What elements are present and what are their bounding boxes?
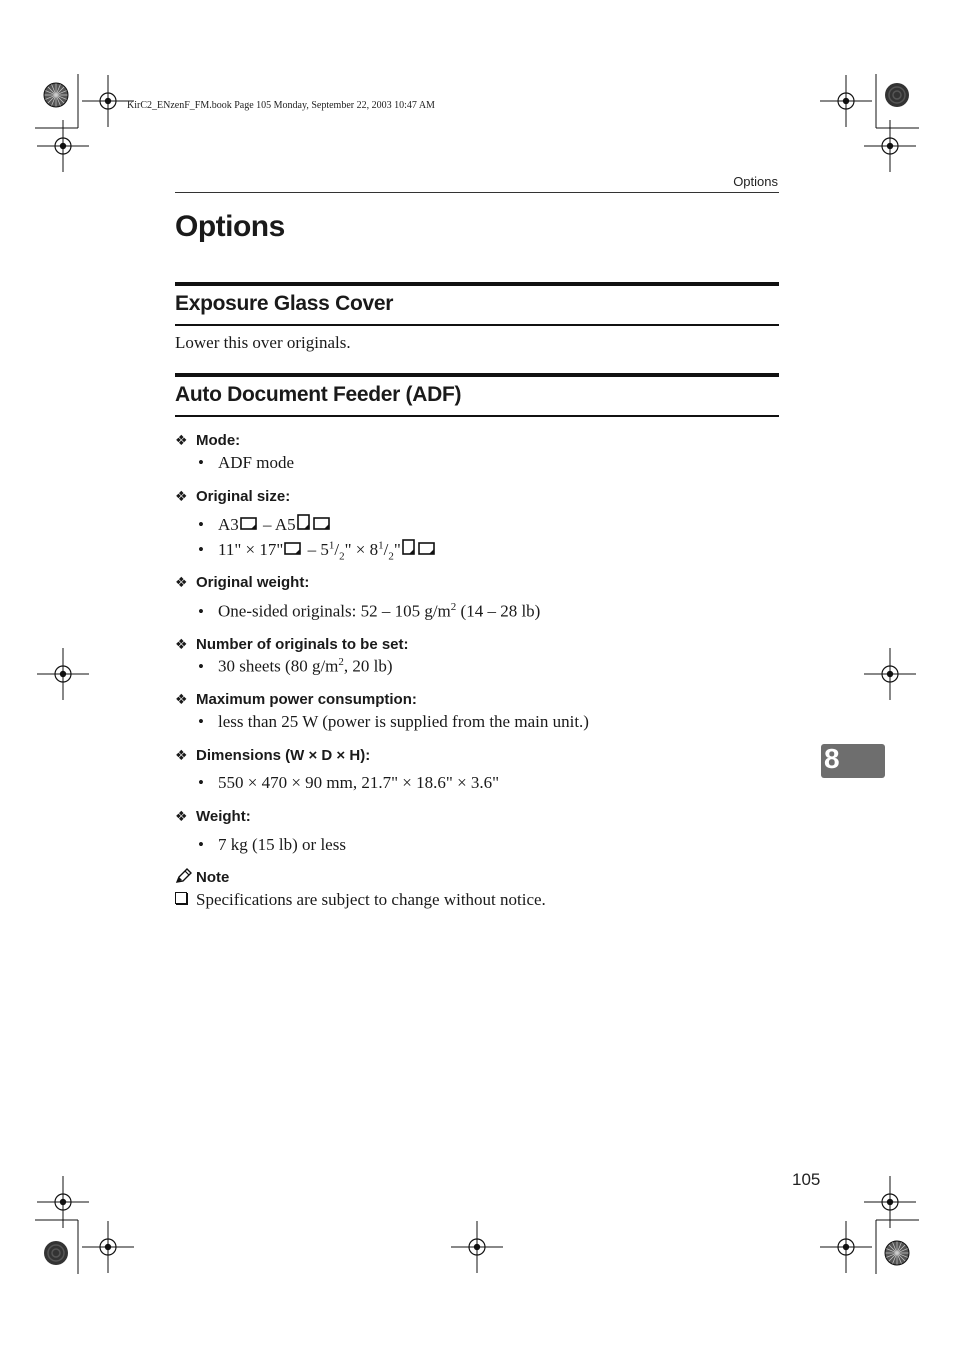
list-item: • 7 kg (15 lb) or less: [198, 835, 346, 854]
header-rule: [175, 192, 779, 193]
diamond-bullet-icon: ❖: [175, 488, 188, 504]
spec-heading-original-weight: ❖ Original weight:: [175, 574, 310, 591]
list-item: • ADF mode: [198, 453, 295, 472]
diamond-bullet-icon: ❖: [175, 691, 188, 707]
diamond-bullet-icon: ❖: [175, 574, 188, 590]
bullet-icon: •: [198, 540, 204, 559]
bullet-icon: •: [198, 601, 204, 621]
landscape-orientation-icon: [418, 542, 436, 556]
section-rule-bottom: [175, 415, 779, 417]
page-title: Options: [175, 210, 285, 243]
landscape-orientation-icon: [284, 542, 302, 556]
portrait-orientation-icon: [297, 514, 311, 531]
section-rule-top: [175, 282, 779, 286]
exposure-glass-cover-description: Lower this over originals.: [175, 333, 351, 352]
bullet-icon: •: [198, 515, 204, 534]
landscape-orientation-icon: [313, 517, 331, 531]
bullet-icon: •: [198, 773, 204, 792]
print-file-info: KirC2_ENzenF_FM.book Page 105 Monday, September 22, 2003 10:47 AM: [127, 100, 435, 111]
section-rule-top: [175, 373, 779, 377]
chapter-tab: 8: [821, 744, 885, 778]
list-item: • 11" × 17" – $5^1/_2$" × $8^1/_2$": [198, 539, 437, 562]
spec-heading-mode: ❖ Mode:: [175, 432, 241, 449]
diamond-bullet-icon: ❖: [175, 747, 188, 763]
diamond-bullet-icon: ❖: [175, 808, 188, 824]
pencil-icon: [175, 868, 193, 884]
list-item: • less than 25 W (power is supplied from the main unit.): [198, 712, 589, 731]
bullet-icon: •: [198, 835, 204, 854]
diamond-bullet-icon: ❖: [175, 432, 188, 448]
note-item: Specifications are subject to change without notice.: [175, 890, 546, 910]
bullet-icon: •: [198, 453, 204, 472]
list-item: • 30 sheets (80 $g/m^2$, 20 lb): [198, 656, 393, 676]
list-item: • 550 × 470 × 90 mm, 21.7" × 18.6" × 3.6": [198, 773, 500, 792]
section-title-adf: Auto Document Feeder (ADF): [175, 383, 462, 406]
spec-heading-weight: ❖ Weight:: [175, 808, 251, 825]
note-heading: Note: [175, 868, 229, 886]
list-item: • One-sided originals: 52 – 105 $g/m^2$ (14 – 28 lb): [198, 601, 541, 621]
portrait-orientation-icon: [402, 539, 416, 556]
spec-heading-max-power: ❖ Maximum power consumption:: [175, 691, 417, 708]
running-header: Options: [733, 174, 778, 189]
spec-heading-number-of-originals: ❖ Number of originals to be set:: [175, 636, 409, 653]
checkbox-icon: [175, 892, 187, 904]
list-item: • A3 – A5: [198, 514, 332, 535]
diamond-bullet-icon: ❖: [175, 636, 188, 652]
section-title-exposure-glass-cover: Exposure Glass Cover: [175, 292, 394, 315]
landscape-orientation-icon: [240, 517, 258, 531]
bullet-icon: •: [198, 656, 204, 676]
bullet-icon: •: [198, 712, 204, 731]
spec-heading-dimensions: ❖ Dimensions (W × D × H):: [175, 747, 371, 764]
page-number: 105: [792, 1170, 821, 1189]
section-rule-bottom: [175, 324, 779, 326]
spec-heading-original-size: ❖ Original size:: [175, 488, 291, 505]
